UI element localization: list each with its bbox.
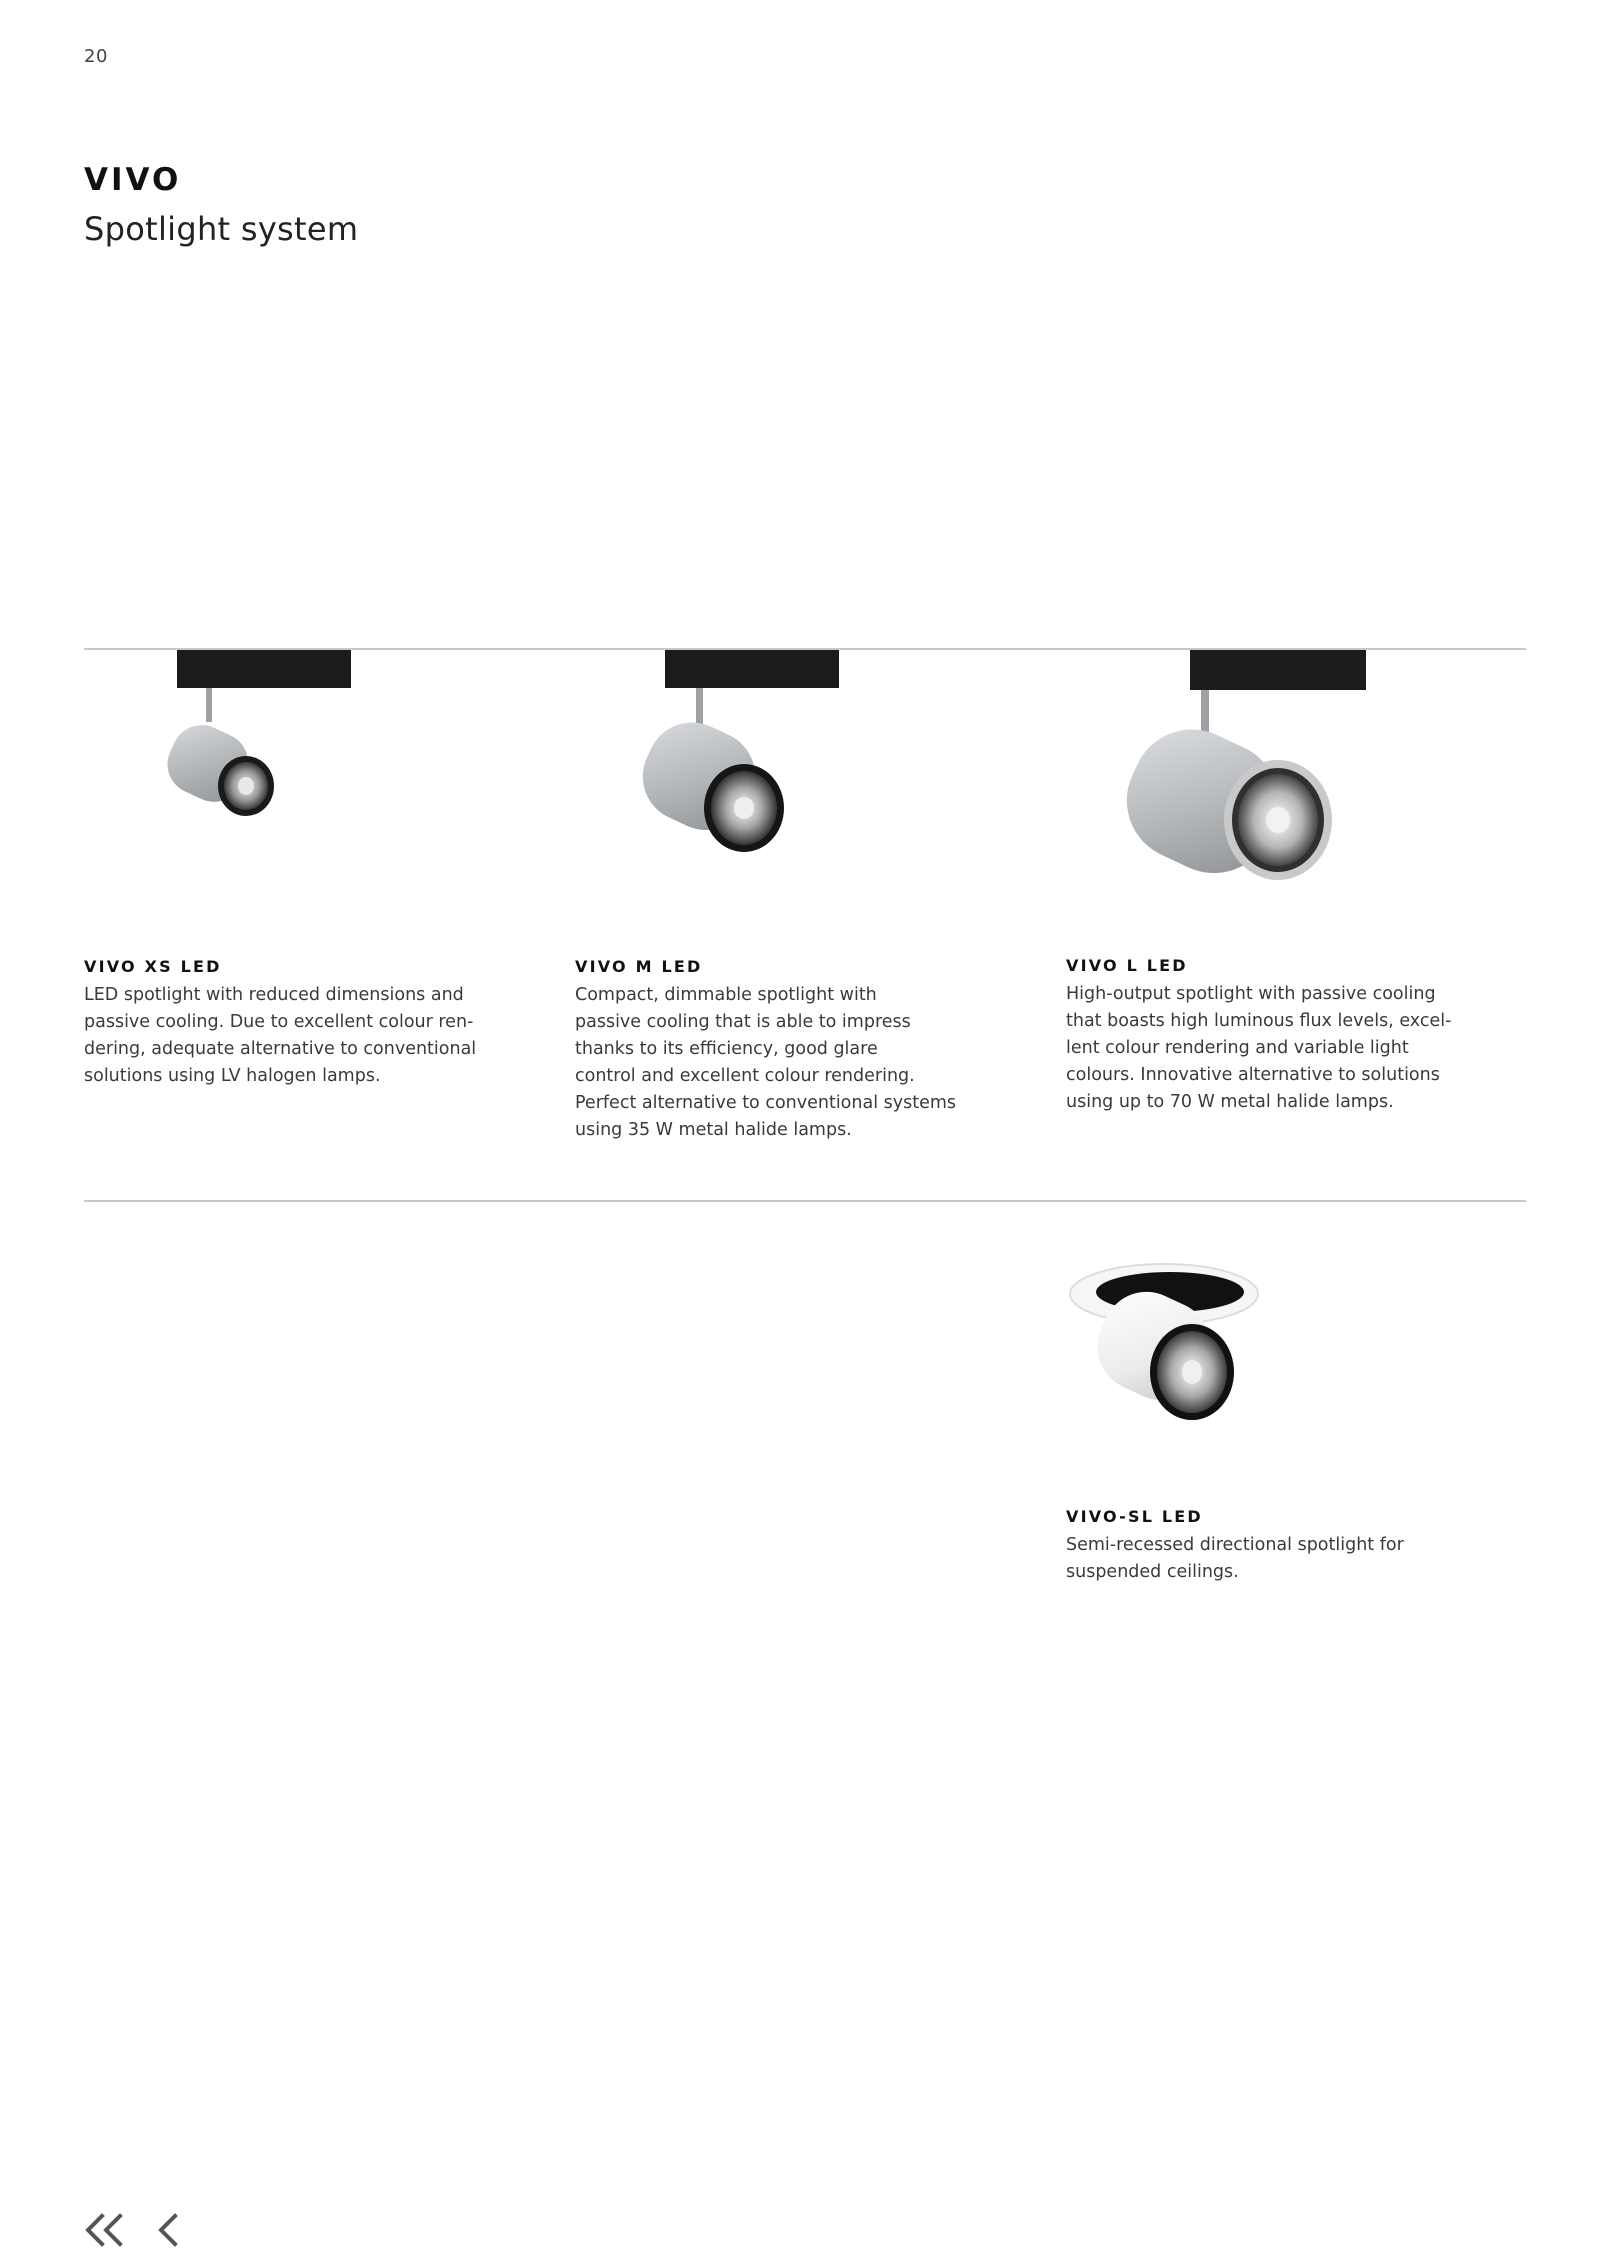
product-vivo-xs-led: [84, 957, 484, 1090]
chevron-left-icon: [155, 2212, 181, 2248]
double-chevron-left-icon: [82, 2212, 128, 2248]
product-vivo-m-led: [575, 957, 975, 1144]
product-name: VIVO L LED: [1066, 956, 1188, 975]
product-vivo-l-led: [1066, 956, 1466, 1116]
product-name: VIVO XS LED: [84, 957, 222, 976]
vivo-xs-led-image: [150, 648, 380, 828]
divider-middle: [84, 1200, 1526, 1202]
page-title: VIVO: [84, 162, 182, 198]
vivo-m-led-image: [630, 648, 870, 868]
product-description: LED spotlight with reduced dimensions and passive cooling. Due to excellent colour ren- dering, adequate alternative to conventional solutions using LV halogen lamps.: [84, 985, 477, 1086]
first-page-button[interactable]: [80, 2210, 130, 2250]
product-description: Semi-recessed directional spotlight for suspended ceilings.: [1066, 1535, 1404, 1582]
vivo-l-led-image: [1110, 648, 1390, 898]
previous-page-button[interactable]: [150, 2210, 186, 2250]
product-name: VIVO M LED: [575, 957, 703, 976]
product-name: VIVO-SL LED: [1066, 1507, 1203, 1526]
page-number: 20: [84, 46, 108, 67]
vivo-sl-led-image: [1066, 1258, 1286, 1438]
product-description: Compact, dimmable spotlight with passive cooling that is able to impress thanks to its efficiency, good glare control and excellent colour rendering. Perfect alternative to conventional systems using 35 W metal halide lamps.: [575, 985, 957, 1140]
page-subtitle: Spotlight system: [84, 210, 359, 248]
product-vivo-sl-led: [1066, 1507, 1466, 1586]
product-description: High-output spotlight with passive cooling that boasts high luminous flux levels, excel- lent colour rendering and variable light colours. Innovative alternative to solutions using up to 70 W metal halide lamps.: [1066, 984, 1452, 1112]
